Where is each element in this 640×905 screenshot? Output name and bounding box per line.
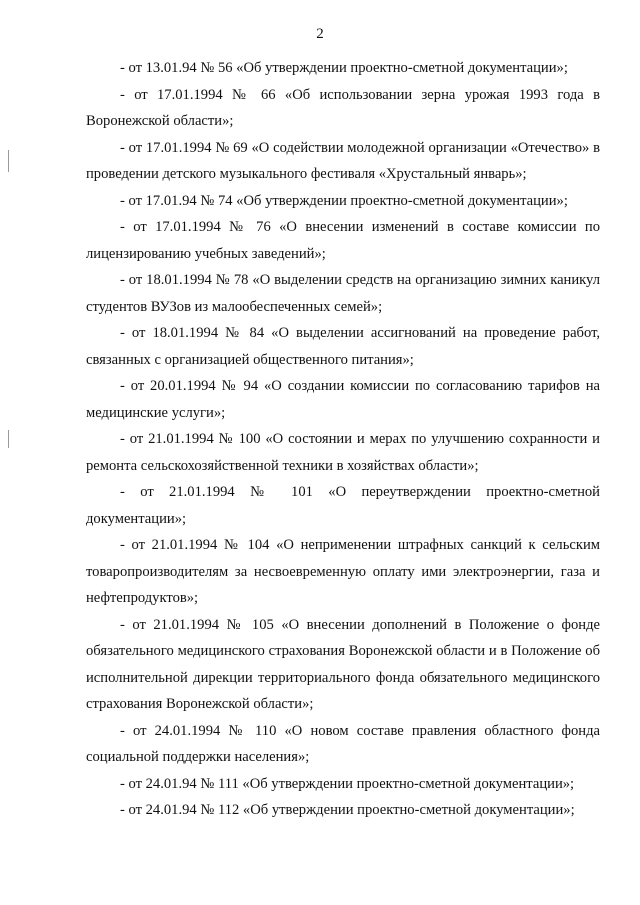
list-item: - от 13.01.94 № 56 «Об утверждении проектно-сметной документации»; <box>120 60 568 76</box>
decree-list <box>86 55 600 824</box>
list-item: - от 20.01.1994 № 94 «О создании комиссии по согласованию тарифов на медицинские услуги»; <box>86 378 600 421</box>
list-item: - от 17.01.94 № 74 «Об утверждении проектно-сметной документации»; <box>120 192 568 209</box>
list-item: - от 17.01.1994 № 76 «О внесении изменений в составе комиссии по лицензированию учебных заведений»; <box>86 219 600 262</box>
list-item: - от 18.01.1994 № 84 «О выделении ассигнований на проведение работ, связанных с организацией общественного питания»; <box>86 325 600 368</box>
list-item: - от 21.01.1994 № 104 «О неприменении штрафных санкций к сельским товаропроизводителям за несвоевременную оплату ими электроэнергии, газа и нефтепродуктов»; <box>86 537 600 606</box>
list-item: - от 24.01.94 № 111 «Об утверждении проектно-сметной документации»; <box>120 775 575 792</box>
list-item: - от 18.01.1994 № 78 «О выделении средств на организацию зимних каникул студентов ВУЗов из малообеспеченных семей»; <box>86 272 600 315</box>
list-item: - от 21.01.1994 № 101 «О переутверждении проектно-сметной документации»; <box>86 484 600 527</box>
list-item: - от 24.01.94 № 112 «Об утверждении проектно-сметной документации»; <box>120 802 575 818</box>
list-item: - от 17.01.1994 № 69 «О содействии молодежной организации «Отечество» в проведении детского музыкального фестиваля «Хрустальный январь»; <box>86 139 600 182</box>
scan-margin-mark <box>8 150 9 172</box>
list-item: - от 24.01.1994 № 110 «О новом составе правления областного фонда социальной поддержки населения»; <box>86 722 600 765</box>
list-item: - от 21.01.1994 № 100 «О состоянии и мерах по улучшению сохранности и ремонта сельскохозяйственной техники в хозяйствах области»; <box>86 431 600 474</box>
page-number: 2 <box>316 26 324 42</box>
list-item: - от 17.01.1994 № 66 «Об использовании зерна урожая 1993 года в Воронежской области»; <box>86 86 600 129</box>
scan-margin-mark <box>8 430 9 448</box>
list-item: - от 21.01.1994 № 105 «О внесении дополнений в Положение о фонде обязательного медицинского страхования Воронежской области и в Положение об исполнительной дирекции территориального фонда обязательного медицинского страхования Воронежской области»; <box>86 616 600 712</box>
